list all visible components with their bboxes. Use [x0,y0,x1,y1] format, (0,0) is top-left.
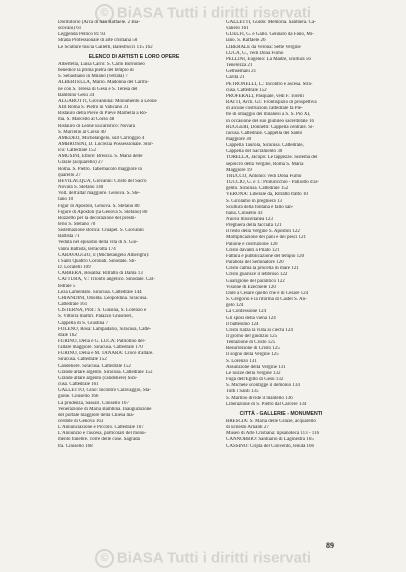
index-line: Bozzetto per la decorazione del presbi- [58,215,137,221]
index-line: La Confessione 124 [226,309,266,315]
right-column [226,20,336,450]
index-line: Grande altare argento. Siracusa. Cattedrale 152 [58,369,153,375]
index-line: racusa. Cattedrale. Cappella del Santo [226,130,303,136]
index-line: ico: Cattedrale 152 [58,148,97,154]
index-line: Sistemazione storica: Chiapel. S. Giovanni [58,228,144,234]
index-line: RATTI, Arch. Gr.: Frontispizio di prospettiva [226,100,317,106]
index-line: benedice la prima pietra del tempio di [58,68,134,74]
index-line: LIBERALE da Verona: Sette Vergine [226,44,301,50]
index-line: Cristo calma la procella di mare 121 [226,266,299,272]
index-line: Il giorno del giudizio 125 [226,333,278,339]
index-line: S. Vittoria martiri. Palazzo Ghisilieri, [58,314,133,320]
left-column-entries-before [58,20,210,51]
index-line: Tenerezza 21 [226,63,253,69]
section-heading-artists: ELENCO DI ARTISTI E LORO OPERE [88,53,180,60]
index-line: S. Lorenzo 131 [226,358,257,364]
index-line: PELLINI, Eugenio: La Madre, scultura 56 [226,56,311,62]
index-line: cusa. Cattedrale 152 [226,87,267,93]
index-line: Roma. S. Pietro. Tabernacolo maggiore in [58,166,142,172]
index-line: sepolcro della Vergine, Roma S. Maria [226,161,304,167]
index-line: Preghiera della facciata 121 [226,223,282,229]
index-line: di alcune costruzioni cattedrale fa Pie- [226,106,303,112]
right-column-entries-cities [226,419,336,450]
index-line: tiana. Cinisello 43 [226,210,263,216]
index-line: Le nozze della Vergine 132 [226,370,281,376]
index-line: GALLETTI, Guido: Memoria. Santhera. Ca- [226,20,316,25]
index-line: Le Sculture tuscia Galletti, Balestrucci 115 162 [58,44,153,50]
index-line: Museo di Arte Cristiana: lipsanoteca 113 - 116 [226,431,320,437]
page-number: 89 [326,541,334,550]
index-line: Cattedrale 161 [58,302,88,308]
index-line: lano. S. Raffaele 26 [226,38,266,44]
index-line: Grande altare argento (candeliere) Sira- [58,375,138,381]
index-line: Leza Lamentato. Siracusa. Cattedrale 144 [58,289,142,295]
index-line: L'Annunciazione e Piccolo. Cattedrale 167 [58,425,144,431]
index-line: TRUCCO, Antonio: vedi Dona Furno [226,173,302,179]
index-line: Ristauro della Pieve di Pieve Marbella a Ro- [58,111,148,117]
index-line: BRESCIA: S. Maria delle Grazie, acquarello [226,419,316,424]
index-line: Bambino Gesù 34 [58,92,95,98]
index-line: FURINO, Delia e G. LUCA: Palliotino del- [58,338,146,344]
index-line: ma. S. Marcello al Corso 48 [58,117,115,123]
index-line: maggiore 30 [226,136,252,142]
index-line: S. Gregorio e la riforma di Castel S. An- [226,297,307,303]
right-column-entries [226,20,336,408]
index-line: S. Martino divide il mantello 136 [226,395,293,401]
index-line: Grazie (acquarello) 27 [58,160,103,166]
index-line: cusa. Cattedrale 161 [58,382,99,388]
index-line: S. Sebastiano in Milano (vetrata) 7 [58,74,128,80]
index-line: Cristo guarisce il lebbroso 122 [226,272,288,278]
index-line: ALBERTELLA, Mario. Madonna del Carmi- [58,80,149,86]
index-line: Figur di Apostoli, Genova. S. Stefano 80 [58,203,140,209]
index-line: in occasione del suo giubileo sacerdotale 16 [226,118,315,124]
index-line: LUCA, G., vedi Dona Furno [226,50,284,56]
index-line: ALGAROTTI, Giovannina: Monumento a Leone [58,98,157,104]
index-line: gelo 124 [226,303,244,309]
index-line: Carità 21 [226,75,245,81]
index-line: l'altare maggiore. Siracusa. Cattedrale 170 [58,345,143,351]
index-line: RUGGERI, Donnetti: Cappella centrale. Si- [226,124,315,130]
index-line: Il resto della Vergine S. Apostoli 122 [226,229,300,235]
index-line: CARAVAGGIO, il (Michelangelo Amerighi): [58,252,150,258]
index-line: tedrale 5 [58,283,76,289]
copyright-icon: © [95,549,114,568]
index-line: CARRERA, Rosalba: Ritratto di Dama 13 [58,271,143,277]
index-line: Tutti i Santi 135 [226,389,259,395]
index-line: fano 10 [58,197,74,203]
left-column [58,20,210,450]
index-line: drale 162 [58,332,77,338]
index-line: AMEDEO, Michelangelo, sull Carroggio 4 [58,135,145,141]
index-line: Fuga dell'Egitto di Gesù 132 [226,377,284,383]
index-line: PETRONELLI, L.: Incontro e ascesa. Stra- [226,81,313,87]
index-line: AMBROSINI, D. Lucrezia Possessionale. Stor- [58,141,154,147]
index-line: FOLENO, Rosa: Lampadario, Siracusa, Catte- [58,326,152,332]
index-line: tra. Cinisello 168 [58,443,93,449]
index-line: tre di omaggio dei milanesi a S. S. Pio XI, [226,112,311,118]
index-line: PROFERALI, Pasquale, vedi F. Torelli [226,93,304,99]
index-line: Battista 71 [58,234,80,240]
index-line: S. Girolamo in preghiera 13 [226,198,282,204]
index-line: Fattura e pubblicazione del tempio 120 [226,253,305,259]
index-line: Nuova miscellanea 123 [226,217,273,222]
index-line: FURINO, Delia e M. TANARA: Croce d'altare. [58,351,154,357]
index-line: Novara S. Stefano 140 [58,185,104,191]
index-line: TUCCIO, G. e T.: Pinturicchio - Palliotto d'ar- [226,180,319,186]
index-line: Visione di Ezechiele 120 [226,284,276,290]
index-line: Il battesimo 124 [226,321,259,327]
index-line: CASSINO: Cripta del Convento, tenuta 166 [226,443,315,449]
index-line: CISTERNA, Prof.: S. Giusina, S. Lorenzo e [58,308,147,314]
index-line: Tentazione di Cristo 125 [226,340,276,346]
index-line: Gethsemani 21 [226,69,257,75]
index-line: del portale maggiore della Chiesa ma- [58,412,135,418]
index-line: Parabola del Seminatore 120 [226,260,284,266]
index-line: scovani) 61 [58,26,82,32]
index-line: D. Locatelli 109 [58,265,91,271]
index-line: Ristauro di Leone Eucaristico: Novara [58,123,135,129]
index-line: CATTURA, V.: Trionfo angelico. Sinodale. Cat- [58,277,155,283]
index-line: Volt. dell'altar maggiore. Genova. S. Ste- [58,191,141,197]
index-line: Guarigione del paralitico 122 [226,278,285,284]
index-line: quarello 27 [58,172,81,178]
index-line: Candeliere. Siracusa. Cattedrale 152 [58,363,131,369]
index-line: Cappella di S. Giustina 7 [58,320,109,326]
index-line: Moltiplicazione dei pani e dei pesci 121 [226,235,306,241]
index-line: terio S. Stefano 70 [58,222,96,227]
section-heading-cities: CITTÀ - GALLERIE - MONUMENTI [239,410,323,417]
index-line: S. Michele sconfigge il demonio 134 [226,383,300,389]
index-line: gione. Cinisello 166 [58,394,99,400]
index-line: Cristo davanti a Pilato 121 [226,247,280,253]
index-line: Veduta nel episodio della vita di S. Gio- [58,240,138,246]
index-line: Scultura della fontana e fallo san- [226,204,294,210]
index-line: Cristo rialza la vista ai ciechi 124 [226,327,293,333]
index-line: VERONA: Liberale da, Ritratto tratto 10 [226,192,308,198]
index-line: valiero 161 [226,26,249,32]
index-line: cerdote di Genova 163 [58,419,104,424]
copyright-icon: © [95,4,114,23]
index-line: Leggenda Pellico 81 93 [58,32,106,38]
index-line: GUELFI, G. e Gallo. Gennaro da Fano, Mi- [226,32,314,38]
index-line: Palione e costruzione 120 [226,241,278,247]
index-line: Dormitorio (Arca di San Raffaele. 2 Bia- [58,20,140,25]
index-line: vanni Battista, terracotta 174 [58,246,116,252]
index-line: Assunzione della Vergine 131 [226,364,286,370]
index-line: Cappella del Sacramento 30 [226,149,283,155]
index-line: gento. Siracusa. Cattedrale 152 [226,186,289,192]
index-line: La prudenza, Sassari. Cinisello 167 [58,400,129,406]
index-line: mento funebre. Torre delle cose. Sagrada [58,437,140,443]
index-line: GALLETTO, Gino: Incontro Caravaggio, Sta- [58,388,151,394]
index-line: Dare a Cesare quello che è di Cesare 124 [226,290,309,296]
index-line: TORELLA, Jacopo: Le tappezze. Sistema del [226,155,318,161]
index-line: Siracusa. Cattedrale 152 [58,357,107,363]
index-line: di Ernesto Arnaldi 27 [226,425,269,431]
index-line: Liberazione di S. Pietro dal Carcere 134 [226,401,307,407]
index-line: Cappella Taurola, Siracusa. Cattedrale, [226,143,304,149]
index-line: Il sogno della Vergine 125 [226,352,279,358]
index-line: Venerazione di Maria Bambina. Inaugurazione [58,406,152,412]
watermark-bottom: © BiASA Tutti i diritti riservati [0,549,406,568]
index-line: Albertella, Luisa Carro: S. Carlo Borromeo [58,61,145,67]
index-line: I Santi Quattro Coronati. Sinodale. Sti- [58,258,137,264]
index-line: XIII Roma S. Pietro in Vaticano 31 [58,105,129,111]
left-column-entries [58,62,210,450]
watermark-top: © BiASA Tutti i diritti riservati [0,4,406,23]
index-line: S. Marcello al Corso 40 [58,129,106,135]
index-line: ne con S. Teresa di Gesù e S. Teresa del [58,86,138,92]
index-line: Resurrezione di Cristo 125 [226,346,280,352]
index-line: L'Annunzio e l'ascesa, particolari del monu- [58,431,147,437]
index-line: CANNOBBIO: Santuario di Laginestra 165 [226,437,314,443]
index-line: Figure di Apostoli (la Genova S. Stefano) 80 [58,209,148,215]
index-line: CHIANDINI, Obolda. Leopoldina. Siracusa. [58,295,148,301]
index-line: Maggiore 19 [226,167,252,173]
index-line: Strada Professionale di arte cristiana 50 [58,38,138,44]
index-line: BEVILACQUA, Giovanni: Cristo del Sacro [58,178,147,184]
index-line: Gli sposi della viena 124 [226,315,276,321]
index-line: AMUSINI, Ettore: Brescia. S. Maria delle [58,154,143,160]
